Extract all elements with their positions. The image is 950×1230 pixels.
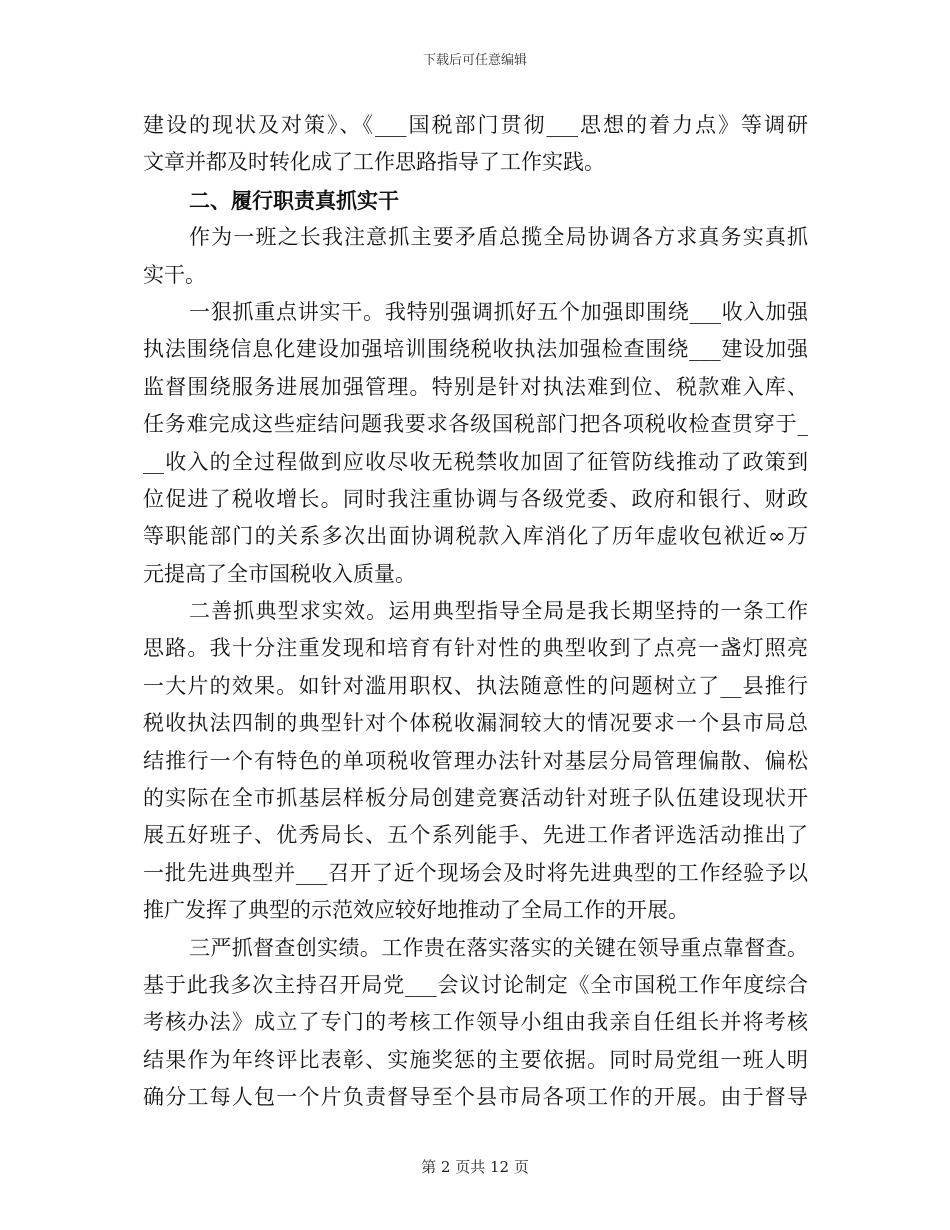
paragraph-line: 税收执法四制的典型针对个体税收漏洞较大的情况要求一个县市局总 bbox=[143, 711, 808, 736]
section-heading: 二、履行职责真抓实干 bbox=[189, 187, 399, 213]
paragraph-line: 一批先进典型并___召开了近个现场会及时将先进典型的工作经验予以 bbox=[143, 860, 808, 885]
paragraph-line: 监督围绕服务进展加强管理。特别是针对执法难到位、税款难入库、 bbox=[143, 374, 808, 399]
paragraph-line: 作为一班之长我注意抓主要矛盾总揽全局协调各方求真务实真抓 bbox=[189, 225, 808, 250]
paragraph-line: 一狠抓重点讲实干。我特别强调抓好五个加强即围绕___收入加强 bbox=[189, 299, 808, 324]
paragraph-line: 执法围绕信息化建设加强培训围绕税收执法加强检查围绕___建设加强 bbox=[143, 337, 808, 362]
paragraph-line: 结推行一个有特色的单项税收管理办法针对基层分局管理偏散、偏松 bbox=[143, 748, 808, 773]
paragraph-line: 思路。我十分注重发现和培育有针对性的典型收到了点亮一盏灯照亮 bbox=[143, 636, 808, 661]
paragraph-line: 三严抓督查创实绩。工作贵在落实落实的关键在领导重点靠督查。 bbox=[189, 935, 808, 960]
paragraph-line: 实干。 bbox=[143, 262, 206, 287]
paragraph-line: 考核办法》成立了专门的考核工作领导小组由我亲自任组长并将考核 bbox=[143, 1010, 808, 1035]
paragraph-line: 基于此我多次主持召开局党___会议讨论制定《全市国税工作年度综合 bbox=[143, 972, 808, 997]
paragraph-line: 元提高了全市国税收入质量。 bbox=[143, 561, 416, 586]
paragraph-line: 等职能部门的关系多次出面协调税款入库消化了历年虚收包袱近∞万 bbox=[143, 524, 808, 549]
paragraph-line: __收入的全过程做到应收尽收无税禁收加固了征管防线推动了政策到 bbox=[143, 449, 808, 474]
paragraph-line: 确分工每人包一个片负责督导至个县市局各项工作的开展。由于督导 bbox=[143, 1085, 808, 1110]
paragraph-line: 建设的现状及对策》、《___国税部门贯彻___思想的着力点》等调研 bbox=[143, 113, 808, 137]
document-body bbox=[143, 107, 808, 1117]
paragraph-line: 推广发挥了典型的示范效应较好地推动了全局工作的开展。 bbox=[143, 898, 689, 923]
paragraph-line: 二善抓典型求实效。运用典型指导全局是我长期坚持的一条工作 bbox=[189, 599, 808, 624]
paragraph-line: 的实际在全市抓基层样板分局创建竞赛活动针对班子队伍建设现状开 bbox=[143, 786, 808, 811]
paragraph-line: 文章并都及时转化成了工作思路指导了工作实践。 bbox=[143, 150, 605, 175]
page-header: 下载后可任意编辑 bbox=[422, 53, 527, 68]
paragraph-line: 位促进了税收增长。同时我注重协调与各级党委、政府和银行、财政 bbox=[143, 486, 808, 511]
paragraph-line: 任务难完成这些症结问题我要求各级国税部门把各项税收检查贯穿于_ bbox=[143, 412, 808, 437]
paragraph-line: 一大片的效果。如针对滥用职权、执法随意性的问题树立了__县推行 bbox=[143, 673, 808, 698]
paragraph-line: 展五好班子、优秀局长、五个系列能手、先进工作者评选活动推出了 bbox=[143, 823, 808, 848]
paragraph-line: 结果作为年终评比表彰、实施奖惩的主要依据。同时局党组一班人明 bbox=[143, 1047, 808, 1072]
page-footer: 第 2 页共 12 页 bbox=[421, 1158, 529, 1176]
